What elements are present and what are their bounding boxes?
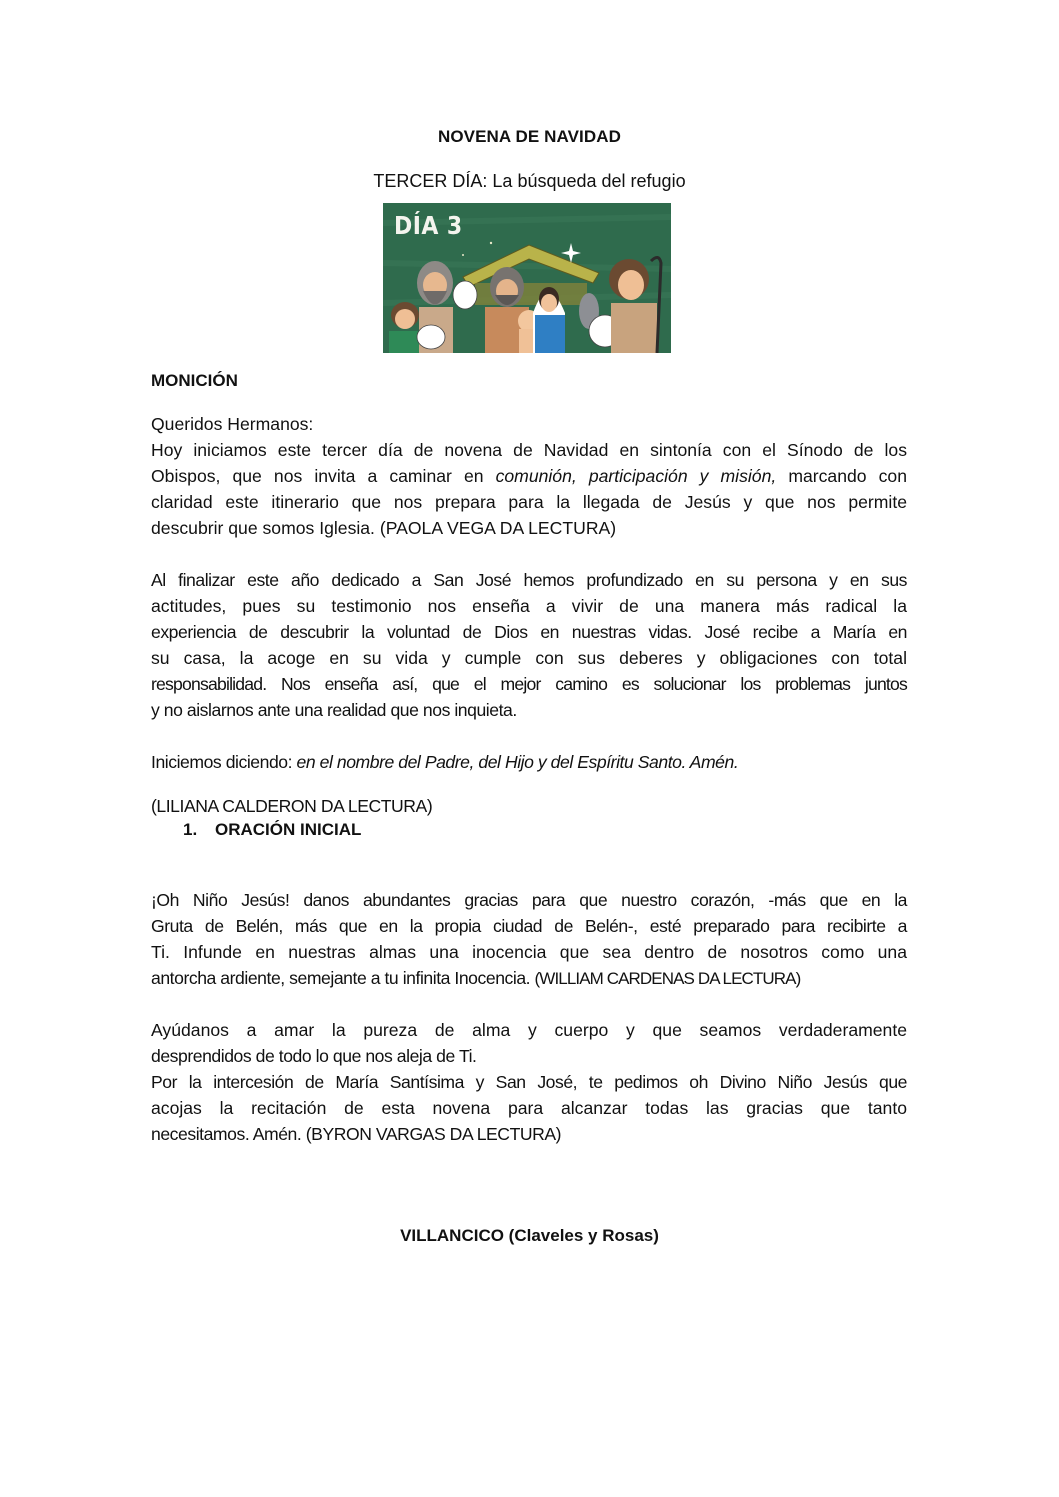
day-badge: DÍA 3 [394,211,463,240]
text-line: Por la intercesión de María Santísima y San José, te pedimos oh Divino Niño Jesús que [151,1072,907,1092]
text-line [151,749,907,775]
document-title: NOVENA DE NAVIDAD [437,127,622,146]
text-line: acojas la recitación de esta novena para alcanzar todas las gracias que tanto [151,1098,907,1118]
text-line: Hoy iniciamos este tercer día de novena de Navidad en sintonía con el Sínodo de los [151,440,907,460]
text-span: Obispos, que nos invita a caminar en [151,466,496,486]
text-line: desprendidos de todo lo que nos aleja de Ti. [151,1046,477,1066]
list-number: 1. [183,820,198,839]
text-line: experiencia de descubrir la voluntad de Dios en nuestras vidas. José recibe a María en [151,622,907,642]
text-line: actitudes, pues su testimonio nos enseña a vivir de una manera más radical la [151,596,907,616]
text-line: (LILIANA CALDERON DA LECTURA) [151,796,433,816]
section-heading-oracion-inicial [183,820,361,840]
text-line: descubrir que somos Iglesia. (PAOLA VEGA DA LECTURA) [151,518,617,538]
heading-text: ORACIÓN INICIAL [215,820,362,839]
text-line: necesitamos. Amén. (BYRON VARGAS DA LECTURA) [151,1124,562,1144]
text-line: Gruta de Belén, más que en la propia ciudad de Belén-, esté preparado para recibirte a [151,916,907,936]
text-line: y no aislarnos ante una realidad que nos inquieta. [151,700,517,720]
greeting: Queridos Hermanos: [151,414,314,434]
text-span: Iniciemos diciendo: [151,752,297,772]
text-line [151,463,907,489]
monicion-paragraph-3 [151,749,907,775]
text-line: Ti. Infunde en nuestras almas una inocencia que sea dentro de nosotros como una [151,942,907,962]
reader-note-liliana [151,793,907,819]
text-line: responsabilidad. Nos enseña así, que el mejor camino es solucionar los problemas juntos [151,674,907,694]
monicion-paragraph-1 [151,411,907,541]
oracion-paragraph-2 [151,1017,907,1147]
emphasis-text: comunión, participación y misión, [495,466,777,486]
emphasis-text: en el nombre del Padre, del Hijo y del Espíritu Santo. Amén. [296,752,739,772]
oracion-paragraph-1 [151,887,907,992]
text-line: claridad este itinerario que nos prepara para la llegada de Jesús y que nos permite [151,492,907,512]
monicion-paragraph-2 [151,567,907,723]
text-span: antorcha ardiente, semejante a tu infinita Inocencia. [151,968,535,988]
text-line: Ayúdanos a amar la pureza de alma y cuerpo y que seamos verdaderamente [151,1020,907,1040]
reader-note-william: (WILLIAM CARDENAS DA LECTURA) [534,969,801,988]
nativity-image [383,203,671,353]
text-line: ¡Oh Niño Jesús! danos abundantes gracias para que nuestro corazón, -más que en la [151,890,907,910]
document-subtitle: TERCER DÍA: La búsqueda del refugio [373,171,686,191]
text-line: su casa, la acoge en su vida y cumple con sus deberes y obligaciones con total [151,648,907,668]
text-line [151,965,907,992]
section-heading-villancico: VILLANCICO (Claveles y Rosas) [400,1226,659,1245]
section-heading-monicion: MONICIÓN [151,371,238,390]
text-span: marcando con [776,466,907,486]
text-line: Al finalizar este año dedicado a San José hemos profundizado en su persona y en sus [151,570,907,590]
